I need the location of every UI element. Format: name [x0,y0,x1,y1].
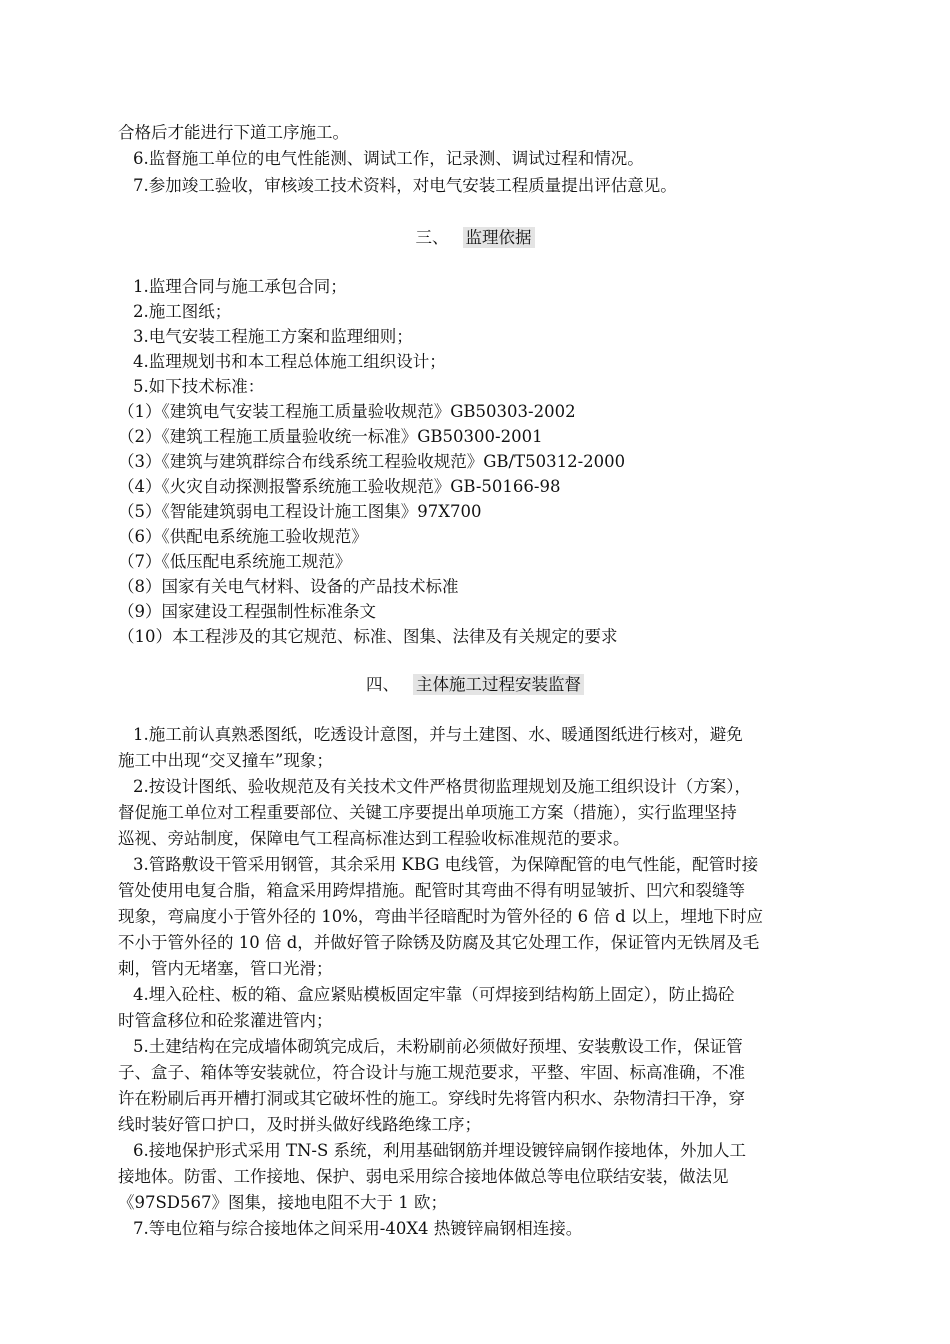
paragraph-line: 许在粉刷后再开槽打洞或其它破坏性的施工。穿线时先将管内积水、杂物清扫干净，穿 [118,1089,745,1108]
paragraph-line: 2.按设计图纸、验收规范及有关技术文件严格贯彻监理规划及施工组织设计（方案）， [133,777,751,796]
list-item: （7）《低压配电系统施工规范》 [118,552,352,571]
paragraph-line: 线时装好管口护口，及时拼头做好线路绝缘工序； [118,1115,481,1134]
list-item: （9）国家建设工程强制性标准条文 [118,602,376,621]
section-number: 三、 [415,228,449,247]
text-line: 7.参加竣工验收，审核竣工技术资料，对电气安装工程质量提出评估意见。 [133,176,677,195]
section-heading-4 [0,673,950,697]
list-item: 5.如下技术标准： [133,377,265,396]
list-item: （6）《供配电系统施工验收规范》 [118,527,368,546]
paragraph-line: 施工中出现“交叉撞车”现象； [118,751,333,770]
paragraph-line: 6.接地保护形式采用 TN-S 系统，利用基础钢筋并埋设镀锌扁钢作接地体，外加人工 [133,1141,747,1160]
list-item: （10）本工程涉及的其它规范、标准、图集、法律及有关规定的要求 [118,627,618,646]
paragraph-line: 3.管路敷设干管采用钢管，其余采用 KBG 电线管，为保障配管的电气性能，配管时接 [133,855,759,874]
paragraph-line: 督促施工单位对工程重要部位、关键工序要提出单项施工方案（措施），实行监理坚持 [118,803,737,822]
paragraph-line: 不小于管外径的 10 倍 d，并做好管子除锈及防腐及其它处理工作，保证管内无铁屑及毛 [118,933,760,952]
section-heading-3 [0,226,950,250]
list-item: 4.监理规划书和本工程总体施工组织设计； [133,352,446,371]
paragraph-line: 巡视、旁站制度，保障电气工程高标准达到工程验收标准规范的要求。 [118,829,630,848]
paragraph-line: 子、盒子、箱体等安装就位，符合设计与施工规范要求，平整、牢固、标高准确，不准 [118,1063,745,1082]
paragraph-line: 《97SD567》图集，接地电阻不大于 1 欧； [118,1193,448,1212]
paragraph-line: 7.等电位箱与综合接地体之间采用-40X4 热镀锌扁钢相连接。 [133,1219,583,1238]
list-item: （4）《火灾自动探测报警系统施工验收规范》GB-50166-98 [118,477,561,496]
list-item: 2.施工图纸； [133,302,232,321]
list-item: 3.电气安装工程施工方案和监理细则； [133,327,413,346]
text-line: 合格后才能进行下道工序施工。 [118,123,349,142]
list-item: （5）《智能建筑弱电工程设计施工图集》97X700 [118,502,482,521]
paragraph-line: 4.埋入砼柱、板的箱、盒应紧贴模板固定牢靠（可焊接到结构筋上固定），防止捣砼 [133,985,735,1004]
list-item: （3）《建筑与建筑群综合布线系统工程验收规范》GB/T50312-2000 [118,452,626,471]
paragraph-line: 1.施工前认真熟悉图纸，吃透设计意图，并与土建图、水、暖通图纸进行核对，避免 [133,725,743,744]
section-number: 四、 [366,675,399,694]
paragraph-line: 刺，管内无堵塞，管口光滑； [118,959,333,978]
paragraph-line: 管处使用电复合脂，箱盒采用跨焊措施。配管时其弯曲不得有明显皱折、凹穴和裂缝等 [118,881,745,900]
list-item: （1）《建筑电气安装工程施工质量验收规范》GB50303-2002 [118,402,576,421]
section-title: 监理依据 [463,227,535,248]
text-line: 6.监督施工单位的电气性能测、调试工作，记录测、调试过程和情况。 [133,149,644,168]
list-item: （2）《建筑工程施工质量验收统一标准》GB50300-2001 [118,427,543,446]
list-item: 1.监理合同与施工承包合同； [133,277,347,296]
paragraph-line: 接地体。防雷、工作接地、保护、弱电采用综合接地体做总等电位联结安装，做法见 [118,1167,729,1186]
paragraph-line: 现象，弯扁度小于管外径的 10%，弯曲半径暗配时为管外径的 6 倍 d 以上，埋地下时应 [118,907,763,926]
paragraph-line: 5.土建结构在完成墙体砌筑完成后，未粉刷前必须做好预埋、安装敷设工作，保证管 [133,1037,743,1056]
paragraph-line: 时管盒移位和砼浆灌进管内； [118,1011,333,1030]
section-title: 主体施工过程安装监督 [413,674,584,695]
list-item: （8）国家有关电气材料、设备的产品技术标准 [118,577,459,596]
